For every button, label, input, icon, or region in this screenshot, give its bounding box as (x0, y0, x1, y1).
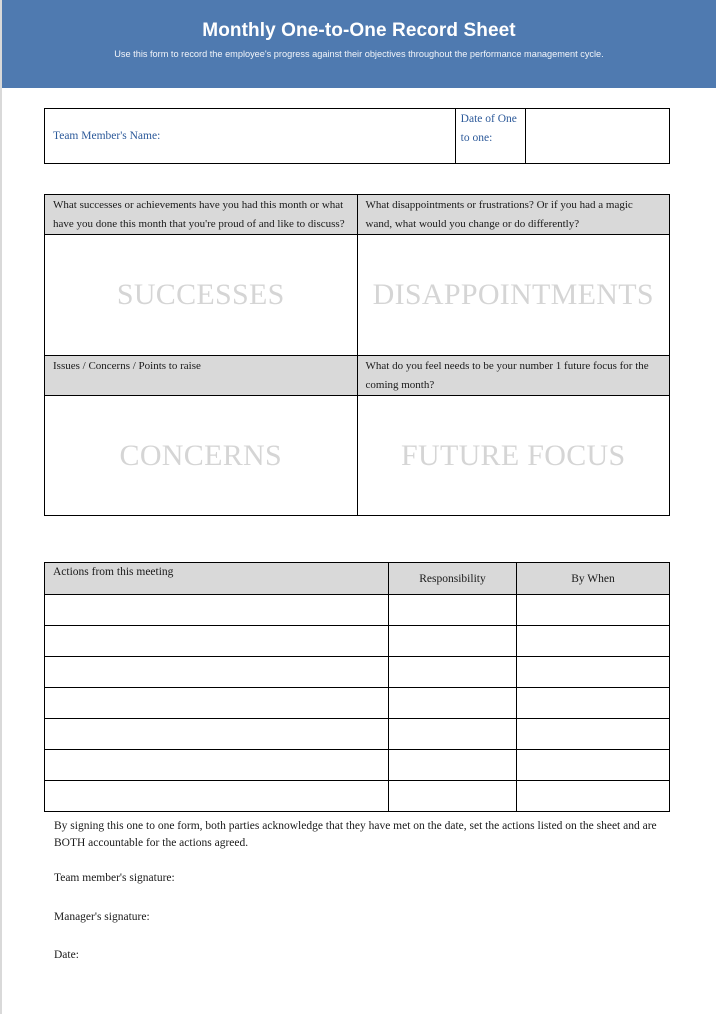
date-field[interactable] (525, 109, 669, 164)
action-cell[interactable] (45, 626, 389, 657)
concerns-field[interactable] (45, 396, 358, 516)
date-signature-label: Date: (54, 949, 79, 961)
disappointments-question: What disappointments or frustrations? Or if you had a magic wand, what would you change or do differently? (357, 195, 670, 235)
table-row (45, 688, 670, 719)
name-date-table (44, 108, 670, 164)
responsibility-cell[interactable] (389, 688, 517, 719)
by-when-cell[interactable] (517, 750, 670, 781)
disappointments-watermark: DISAPPOINTMENTS (372, 278, 654, 311)
action-cell[interactable] (45, 781, 389, 812)
responsibility-cell[interactable] (389, 595, 517, 626)
successes-field[interactable] (45, 235, 358, 356)
page-subtitle: Use this form to record the employee's progress against their objectives throughout the performance management cycle. (114, 49, 604, 59)
acknowledgement-text: By signing this one to one form, both parties acknowledge that they have met on the date, set the actions listed on the sheet and are BOTH accountable for the actions agreed. (54, 820, 657, 849)
table-row (45, 719, 670, 750)
responsibility-cell[interactable] (389, 750, 517, 781)
action-cell[interactable] (45, 688, 389, 719)
by-when-cell[interactable] (517, 719, 670, 750)
responsibility-cell[interactable] (389, 626, 517, 657)
team-member-name-label: Team Member's Name: (45, 109, 456, 164)
page-edge (0, 0, 2, 1014)
manager-signature-label: Manager's signature: (54, 911, 150, 923)
successes-watermark: SUCCESSES (116, 278, 285, 311)
page-header (2, 0, 716, 88)
table-row (45, 657, 670, 688)
actions-table (44, 562, 670, 812)
responsibility-cell[interactable] (389, 719, 517, 750)
by-when-cell[interactable] (517, 688, 670, 719)
table-row (45, 626, 670, 657)
action-cell[interactable] (45, 595, 389, 626)
team-member-signature-label: Team member's signature: (54, 872, 175, 884)
table-row (45, 750, 670, 781)
by-when-cell[interactable] (517, 626, 670, 657)
page-title: Monthly One-to-One Record Sheet (202, 20, 516, 41)
by-when-cell[interactable] (517, 781, 670, 812)
actions-header: Actions from this meeting (45, 563, 389, 595)
concerns-watermark: CONCERNS (119, 438, 282, 472)
successes-question: What successes or achievements have you had this month or what have you done this month that you're proud of and like to discuss? (45, 195, 358, 235)
responsibility-header: Responsibility (389, 563, 517, 595)
concerns-question: Issues / Concerns / Points to raise (45, 356, 358, 396)
responsibility-cell[interactable] (389, 657, 517, 688)
by-when-header: By When (517, 563, 670, 595)
by-when-cell[interactable] (517, 595, 670, 626)
future-focus-field[interactable] (357, 396, 670, 516)
table-row (45, 781, 670, 812)
date-label: Date of One to one: (455, 109, 525, 164)
disappointments-field[interactable] (357, 235, 670, 356)
action-cell[interactable] (45, 750, 389, 781)
review-quadrants-table (44, 194, 670, 516)
future-focus-question: What do you feel needs to be your number 1 future focus for the coming month? (357, 356, 670, 396)
responsibility-cell[interactable] (389, 781, 517, 812)
action-cell[interactable] (45, 719, 389, 750)
future-focus-watermark: FUTURE FOCUS (401, 438, 626, 472)
table-row (45, 595, 670, 626)
action-cell[interactable] (45, 657, 389, 688)
by-when-cell[interactable] (517, 657, 670, 688)
